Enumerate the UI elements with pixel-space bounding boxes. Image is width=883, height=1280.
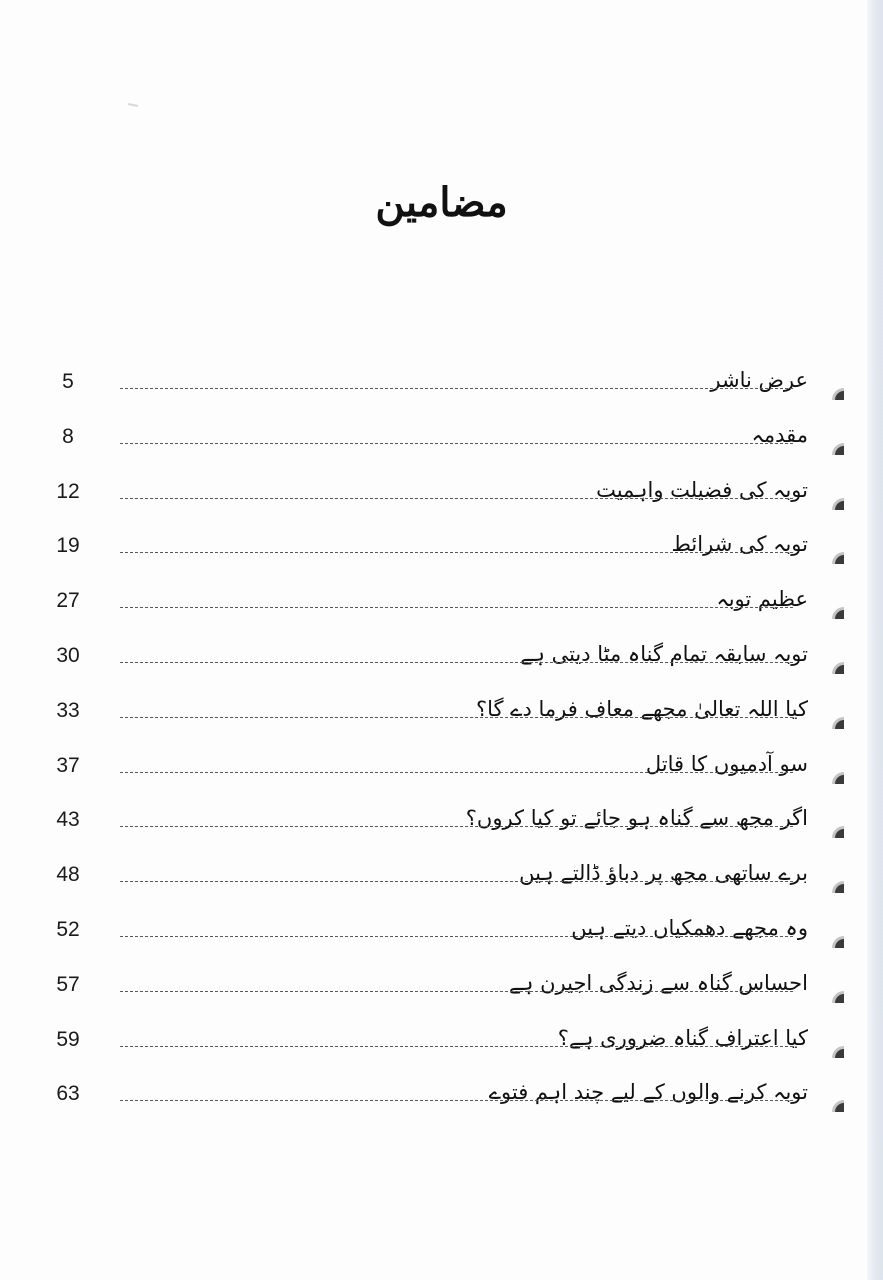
toc-entry-title: برے ساتھی مجھ پر دباؤ ڈالتے ہیں (513, 861, 808, 885)
quarter-circle-bullet-icon (831, 662, 845, 674)
dotted-leader (120, 443, 793, 444)
dotted-leader (120, 936, 793, 937)
toc-page-number: 52 (56, 917, 80, 941)
toc-entry-title: توبہ کی فضیلت واہمیت (590, 478, 808, 502)
quarter-circle-bullet-icon (831, 991, 845, 1003)
quarter-circle-bullet-icon (831, 717, 845, 729)
quarter-circle-bullet-icon (831, 1046, 845, 1058)
toc-entry[interactable] (0, 524, 883, 579)
toc-entry[interactable] (0, 1018, 883, 1073)
quarter-circle-bullet-icon (831, 498, 845, 510)
toc-entry-title: مقدمہ (746, 423, 808, 447)
toc-entry[interactable] (0, 689, 883, 744)
dotted-leader (120, 498, 793, 499)
toc-entry-title: کیا اللہ تعالیٰ مجھے معاف فرما دے گا؟ (470, 697, 808, 721)
scan-speck (128, 103, 138, 107)
toc-entry-title: کیا اعتراف گناہ ضروری ہے؟ (552, 1026, 808, 1050)
toc-page-number: 63 (56, 1082, 80, 1106)
toc-page-number: 8 (62, 424, 74, 448)
toc-entry-title: عظیم توبہ (710, 587, 808, 611)
dotted-leader (120, 662, 793, 663)
quarter-circle-bullet-icon (831, 443, 845, 455)
toc-entry-title: عرض ناشر (704, 368, 808, 392)
dotted-leader (120, 1100, 793, 1101)
dotted-leader (120, 881, 793, 882)
toc-page-number: 48 (56, 863, 80, 887)
toc-page-number: 59 (56, 1027, 80, 1051)
toc-page-number: 37 (56, 753, 80, 777)
toc-entry[interactable] (0, 1072, 883, 1127)
quarter-circle-bullet-icon (831, 936, 845, 948)
toc-page-number: 5 (62, 370, 74, 393)
dotted-leader (120, 717, 793, 718)
quarter-circle-bullet-icon (831, 772, 845, 784)
dotted-leader (120, 552, 793, 553)
toc-entry[interactable] (0, 579, 883, 634)
toc-entry[interactable] (0, 744, 883, 799)
toc-entry[interactable] (0, 415, 883, 470)
quarter-circle-bullet-icon (831, 1100, 845, 1112)
toc-entry[interactable] (0, 360, 883, 415)
toc-entry-title: توبہ سابقہ تمام گناہ مٹا دیتی ہے (514, 642, 808, 666)
toc-entry-title: سو آدمیوں کا قاتل (640, 752, 808, 776)
dotted-leader (120, 388, 793, 389)
toc-page-number: 27 (56, 589, 80, 613)
toc-page-number: 33 (56, 698, 80, 722)
toc-entry[interactable] (0, 798, 883, 853)
toc-entry-title: احساس گناہ سے زندگی اجیرن ہے (503, 971, 808, 995)
quarter-circle-bullet-icon (831, 607, 845, 619)
toc-entry[interactable] (0, 963, 883, 1018)
toc-page-number: 12 (56, 479, 80, 503)
toc-page-number: 19 (56, 534, 80, 558)
quarter-circle-bullet-icon (831, 552, 845, 564)
quarter-circle-bullet-icon (831, 388, 845, 400)
toc-entry-title: اگر مجھ سے گناہ ہو جائے تو کیا کروں؟ (460, 806, 808, 830)
toc-page-number: 43 (56, 808, 80, 832)
toc-entry-title: توبہ کی شرائط (666, 532, 809, 556)
toc-entry[interactable] (0, 470, 883, 525)
toc-entry[interactable] (0, 853, 883, 908)
table-of-contents (0, 360, 883, 1127)
toc-entry[interactable] (0, 634, 883, 689)
toc-entry-title: توبہ کرنے والوں کے لیے چند اہم فتوے (483, 1080, 808, 1104)
dotted-leader (120, 607, 793, 608)
dotted-leader (120, 772, 793, 773)
toc-page-number: 30 (56, 643, 80, 667)
toc-entry[interactable] (0, 908, 883, 963)
toc-page-number: 57 (56, 972, 80, 996)
toc-entry-title: وہ مجھے دھمکیاں دیتے ہیں (565, 916, 808, 940)
quarter-circle-bullet-icon (831, 826, 845, 838)
page-title: مضامین (375, 178, 508, 226)
dotted-leader (120, 826, 793, 827)
dotted-leader (120, 991, 793, 992)
quarter-circle-bullet-icon (831, 881, 845, 893)
dotted-leader (120, 1046, 793, 1047)
